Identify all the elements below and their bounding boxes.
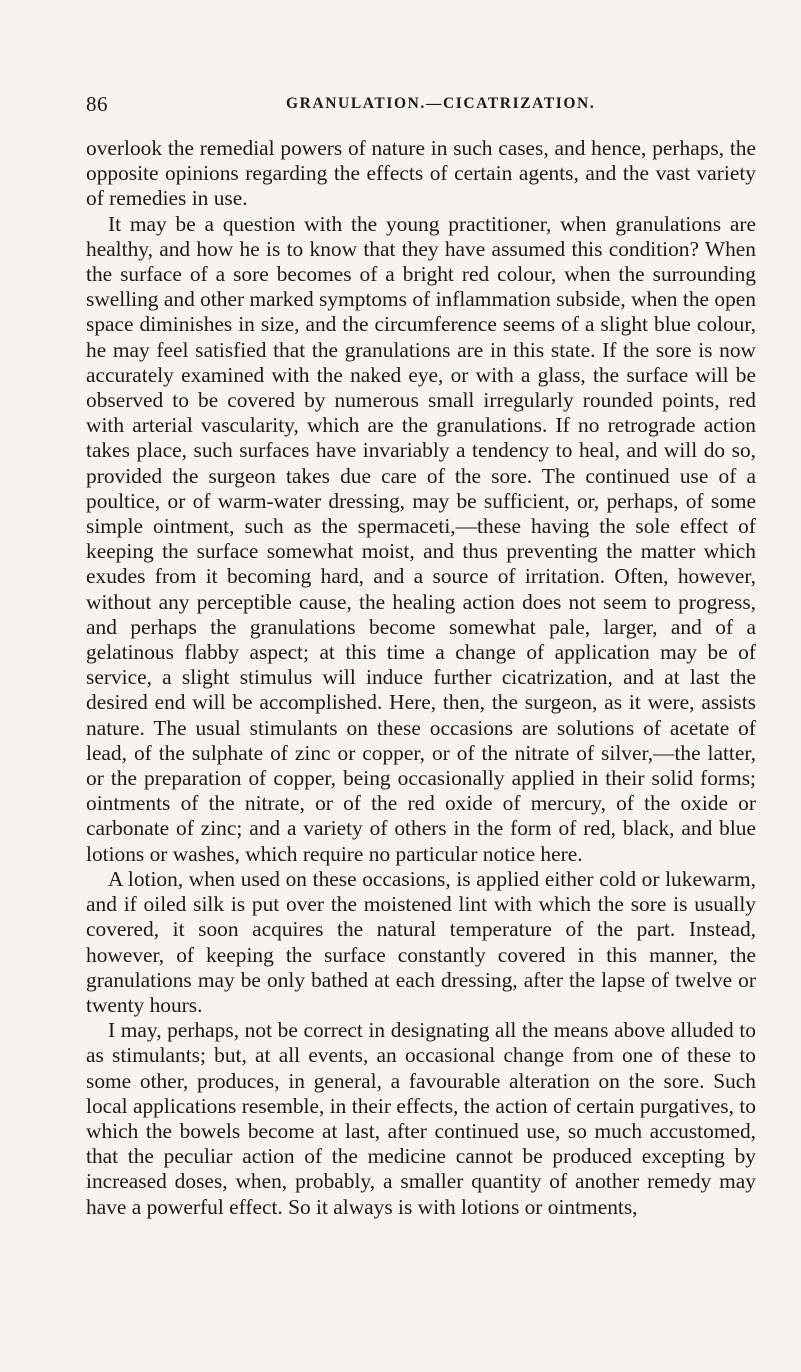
page-number: 86: [86, 92, 108, 116]
paragraph-stimulants: I may, perhaps, not be correct in designating all the means above alluded to as stimulants; but, at all events, an occasional change from one of these to some other, produces, in general, a favourable alteration on the sore. Such local applications resemble, in their effects, the action of certain purgatives, to which the bowels become at last, after continued use, so much accustomed, that the peculiar action of the medicine cannot be produced excepting by increased doses, when, probably, a smaller quantity of another remedy may have a powerful effect. So it always is with lotions or ointments,: [86, 1018, 756, 1219]
paragraph-continued: overlook the remedial powers of nature in such cases, and hence, perhaps, the opposite opinions regarding the effects of certain agents, and the vast variety of remedies in use.: [86, 136, 756, 211]
paragraph-granulations: It may be a question with the young practitioner, when granulations are healthy, and how he is to know that they have assumed this condition? When the surface of a sore becomes of a bright red colour, when the surrounding swelling and other marked symptoms of inflammation subside, when the open space diminishes in size, and the circumference seems of a slight blue colour, he may feel satisfied that the granulations are in this state. If the sore is now accurately examined with the naked eye, or with a glass, the surface will be observed to be covered by numerous small irregularly rounded points, red with arterial vascularity, which are the granulations. If no retrograde action takes place, such surfaces have invariably a tendency to heal, and will do so, provided the surgeon takes due care of the sore. The continued use of a poultice, or of warm-water dressing, may be sufficient, or, perhaps, of some simple ointment, such as the spermaceti,—these having the sole effect of keeping the surface somewhat moist, and thus preventing the matter which exudes from it becoming hard, and a source of irritation. Often, however, without any perceptible cause, the healing action does not seem to progress, and perhaps the granulations become somewhat pale, larger, and of a gelatinous flabby aspect; at this time a change of application may be of service, a slight stimulus will induce further cicatrization, and at last the desired end will be accomplished. Here, then, the surgeon, as it were, assists nature. The usual stimulants on these occasions are solutions of acetate of lead, of the sulphate of zinc or copper, or of the nitrate of silver,—the latter, or the preparation of copper, being occasionally applied in their solid forms; ointments of the nitrate, or of the red oxide of mercury, of the oxide or carbonate of zinc; and a variety of others in the form of red, black, and blue lotions or washes, which require no particular notice here.: [86, 211, 756, 866]
paragraph-lotion: A lotion, when used on these occasions, is applied either cold or lukewarm, and if oiled silk is put over the moistened lint with which the sore is usually covered, it soon acquires the natural temperature of the part. Instead, however, of keeping the surface constantly covered in this manner, the granulations may be only bathed at each dressing, after the lapse of twelve or twenty hours.: [86, 866, 756, 1017]
page-header: [86, 92, 726, 122]
body-text: [86, 136, 756, 1220]
running-head: GRANULATION.—CICATRIZATION.: [286, 95, 596, 112]
